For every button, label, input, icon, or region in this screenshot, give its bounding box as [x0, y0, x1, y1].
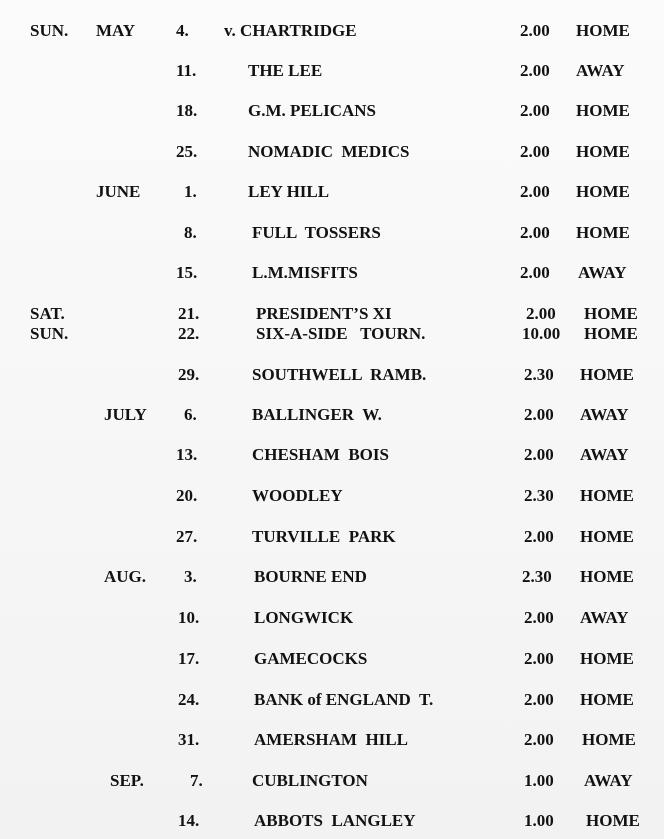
fixture-venue: HOME	[576, 21, 630, 40]
fixture-venue: HOME	[576, 223, 630, 242]
fixture-venue: HOME	[582, 730, 636, 749]
fixture-time: 1.00	[524, 771, 554, 790]
fixture-time: 2.00	[524, 649, 554, 668]
fixture-month: AUG.	[104, 567, 147, 586]
fixture-date: 1.	[184, 182, 197, 201]
fixture-time: 2.00	[520, 263, 550, 282]
fixture-venue: AWAY	[576, 61, 625, 80]
fixture-opponent: LONGWICK	[254, 608, 354, 627]
fixture-row	[0, 689, 664, 711]
fixture-date: 21.	[178, 304, 200, 323]
fixture-date: 7.	[190, 771, 203, 790]
fixture-opponent: WOODLEY	[252, 486, 343, 505]
fixture-opponent: SOUTHWELL RAMB.	[252, 365, 427, 384]
fixture-opponent: SIX-A-SIDE TOURN.	[256, 324, 426, 343]
fixture-date: 31.	[178, 730, 200, 749]
fixture-venue: AWAY	[580, 405, 629, 424]
fixture-opponent: BOURNE END	[254, 567, 367, 586]
fixture-row	[0, 404, 664, 426]
fixture-day: SAT.	[30, 304, 65, 323]
fixture-row	[0, 607, 664, 629]
fixture-date: 6.	[184, 405, 197, 424]
fixture-date: 13.	[176, 445, 198, 464]
fixture-time: 2.30	[522, 567, 552, 586]
fixture-date: 29.	[178, 365, 200, 384]
fixture-row	[0, 770, 664, 792]
fixture-venue: HOME	[584, 324, 638, 343]
fixture-time: 2.00	[526, 304, 556, 323]
fixture-opponent: CUBLINGTON	[252, 771, 368, 790]
fixture-opponent: BANK of ENGLAND T.	[254, 690, 434, 709]
fixture-date: 14.	[178, 811, 200, 830]
fixture-row	[0, 141, 664, 163]
fixture-opponent: GAMECOCKS	[254, 649, 368, 668]
fixture-venue: HOME	[576, 142, 630, 161]
fixture-venue: AWAY	[580, 608, 629, 627]
fixture-row	[0, 364, 664, 386]
fixture-row	[0, 810, 664, 832]
fixture-row	[0, 444, 664, 466]
fixture-venue: HOME	[576, 101, 630, 120]
fixture-row	[0, 100, 664, 122]
fixture-date: 24.	[178, 690, 200, 709]
fixture-month: JULY	[104, 405, 147, 424]
fixture-venue: HOME	[584, 304, 638, 323]
fixture-venue: HOME	[580, 649, 634, 668]
fixture-opponent: AMERSHAM HILL	[254, 730, 408, 749]
fixture-row	[0, 648, 664, 670]
fixture-row	[0, 566, 664, 588]
fixture-opponent: CHESHAM BOIS	[252, 445, 389, 464]
fixture-venue: HOME	[580, 567, 634, 586]
fixture-opponent: BALLINGER W.	[252, 405, 382, 424]
fixture-month: SEP.	[110, 771, 144, 790]
fixture-date: 20.	[176, 486, 198, 505]
fixture-date: 27.	[176, 527, 198, 546]
fixture-venue: HOME	[576, 182, 630, 201]
fixture-month: JUNE	[96, 182, 141, 201]
fixture-time: 2.00	[520, 61, 550, 80]
fixture-time: 2.30	[524, 365, 554, 384]
fixture-row	[0, 323, 664, 345]
fixture-venue: HOME	[580, 527, 634, 546]
fixture-time: 2.00	[520, 101, 550, 120]
fixture-opponent: FULL TOSSERS	[252, 223, 381, 242]
fixture-venue: HOME	[586, 811, 640, 830]
fixture-date: 18.	[176, 101, 198, 120]
fixture-row	[0, 20, 664, 42]
fixture-opponent: THE LEE	[248, 61, 323, 80]
fixture-date: 3.	[184, 567, 197, 586]
fixture-time: 2.00	[520, 223, 550, 242]
fixture-date: 11.	[176, 61, 197, 80]
fixture-time: 2.00	[524, 445, 554, 464]
fixture-time: 2.00	[524, 608, 554, 627]
fixture-row	[0, 303, 664, 325]
fixture-row	[0, 729, 664, 751]
fixture-venue: HOME	[580, 486, 634, 505]
fixture-opponent: PRESIDENT’S XI	[256, 304, 392, 323]
fixture-date: 22.	[178, 324, 200, 343]
fixture-opponent: G.M. PELICANS	[248, 101, 376, 120]
fixture-opponent: L.M.MISFITS	[252, 263, 358, 282]
fixture-opponent: ABBOTS LANGLEY	[254, 811, 416, 830]
fixture-day: SUN.	[30, 324, 69, 343]
fixture-row	[0, 485, 664, 507]
fixture-time: 1.00	[524, 811, 554, 830]
fixture-date: 10.	[178, 608, 200, 627]
fixture-row	[0, 262, 664, 284]
fixture-time: 10.00	[522, 324, 561, 343]
fixture-time: 2.00	[524, 527, 554, 546]
fixture-opponent: TURVILLE PARK	[252, 527, 396, 546]
fixture-row	[0, 181, 664, 203]
fixture-opponent: NOMADIC MEDICS	[248, 142, 410, 161]
fixture-date: 4.	[176, 21, 189, 40]
fixture-opponent: LEY HILL	[248, 182, 330, 201]
fixture-time: 2.00	[520, 142, 550, 161]
fixture-time: 2.00	[524, 690, 554, 709]
fixture-time: 2.00	[520, 21, 550, 40]
fixture-row	[0, 222, 664, 244]
fixture-time: 2.30	[524, 486, 554, 505]
fixture-venue: AWAY	[580, 445, 629, 464]
fixture-venue: AWAY	[578, 263, 627, 282]
fixture-venue: AWAY	[584, 771, 633, 790]
fixture-venue: HOME	[580, 365, 634, 384]
fixture-day: SUN.	[30, 21, 69, 40]
fixture-date: 17.	[178, 649, 200, 668]
fixture-row	[0, 60, 664, 82]
fixture-opponent: v. CHARTRIDGE	[224, 21, 357, 40]
fixture-time: 2.00	[524, 730, 554, 749]
fixture-date: 8.	[184, 223, 197, 242]
fixture-venue: HOME	[580, 690, 634, 709]
fixture-month: MAY	[96, 21, 136, 40]
fixture-time: 2.00	[524, 405, 554, 424]
fixture-time: 2.00	[520, 182, 550, 201]
fixture-row	[0, 526, 664, 548]
fixture-date: 25.	[176, 142, 198, 161]
fixture-date: 15.	[176, 263, 198, 282]
